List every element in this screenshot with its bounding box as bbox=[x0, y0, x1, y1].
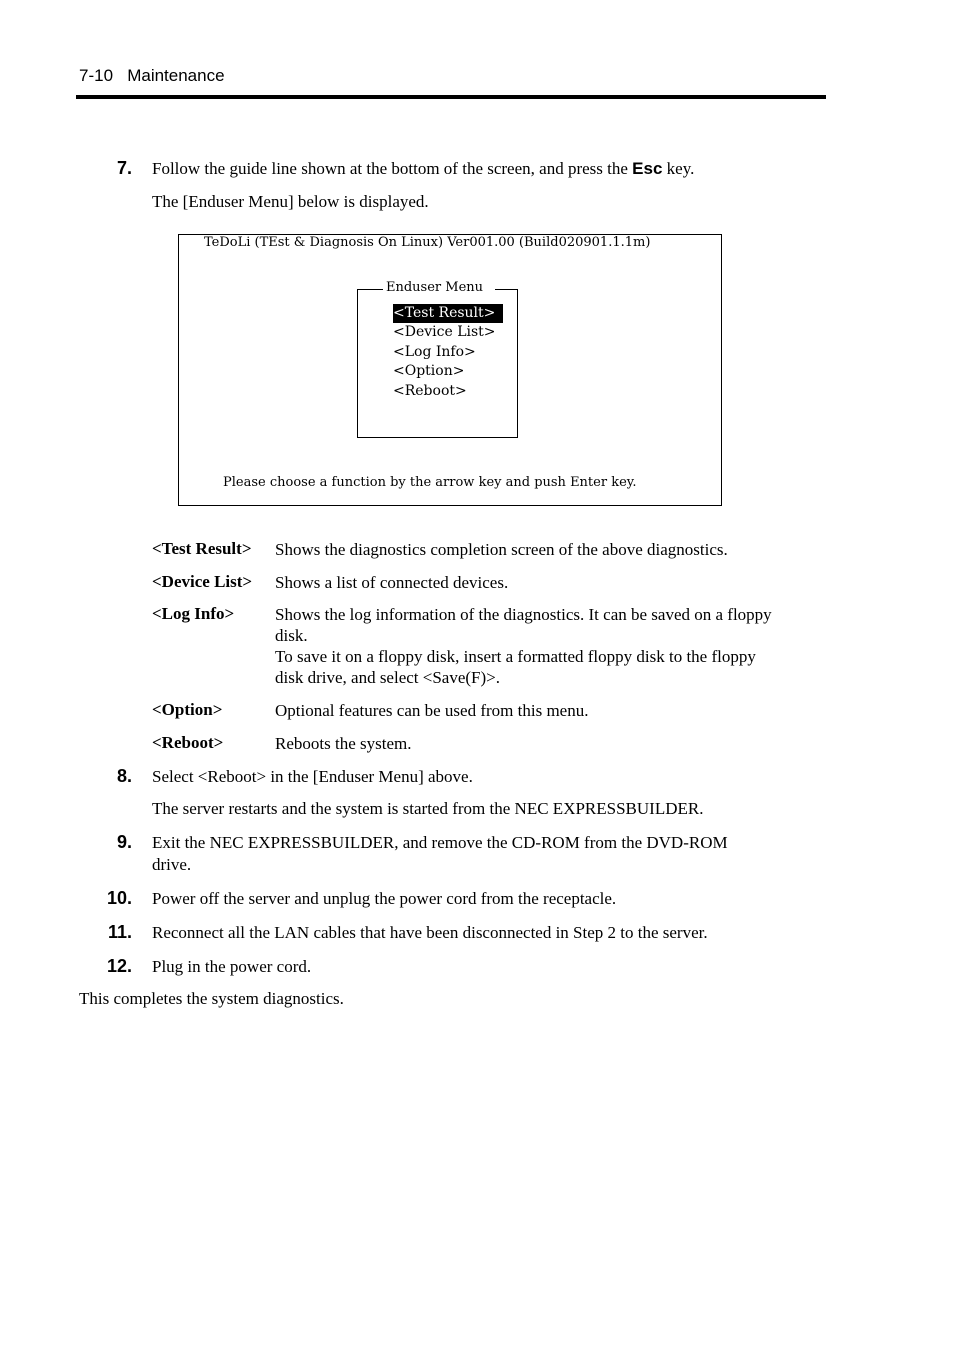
closing-text: This completes the system diagnostics. bbox=[79, 989, 344, 1008]
step-7-number: 7. bbox=[116, 158, 132, 178]
def-desc-log-info: Shows the log information of the diagnostics. It can be saved on a floppy disk. To save it on a floppy disk, insert a formatted floppy disk to the floppy disk drive, and select <Save(F)>. bbox=[275, 605, 772, 687]
def-desc-option: Optional features can be used from this menu. bbox=[275, 701, 589, 720]
def-desc-test-result: Shows the diagnostics completion screen of the above diagnostics. bbox=[275, 540, 728, 559]
screen-footer: Please choose a function by the arrow key and push Enter key. bbox=[223, 475, 637, 490]
step-9-number: 9. bbox=[116, 832, 132, 852]
step-12-text: Plug in the power cord. bbox=[152, 957, 312, 976]
step-10-text: Power off the server and unplug the power cord from the receptacle. bbox=[152, 889, 617, 908]
menu-box-top-left bbox=[357, 289, 383, 290]
def-desc-device-list: Shows a list of connected devices. bbox=[275, 573, 509, 592]
menu-item-option[interactable]: <Option> bbox=[393, 363, 465, 379]
page-header bbox=[79, 66, 225, 86]
def-term-log-info: <Log Info> bbox=[152, 604, 235, 623]
section-title: Maintenance bbox=[127, 66, 225, 85]
step-11-text: Reconnect all the LAN cables that have been disconnected in Step 2 to the server. bbox=[152, 923, 708, 942]
menu-title: Enduser Menu bbox=[386, 280, 484, 295]
screen-title: TeDoLi (TEst & Diagnosis On Linux) Ver001.00 (Build020901.1.1m) bbox=[204, 235, 651, 250]
step-10-number: 10. bbox=[106, 888, 132, 908]
step-8-line1: Select <Reboot> in the [Enduser Menu] above. bbox=[152, 767, 473, 786]
step-8-number: 8. bbox=[116, 766, 132, 786]
menu-item-log-info[interactable]: <Log Info> bbox=[393, 344, 476, 360]
def-term-device-list: <Device List> bbox=[152, 572, 253, 591]
enduser-menu-screen bbox=[178, 234, 722, 506]
def-term-option: <Option> bbox=[152, 700, 223, 719]
esc-key: Esc bbox=[632, 159, 663, 178]
menu-box-top-right bbox=[495, 289, 517, 290]
step-11-number: 11. bbox=[107, 922, 132, 942]
step-9-text: Exit the NEC EXPRESSBUILDER, and remove the CD-ROM from the DVD-ROM drive. bbox=[152, 833, 728, 874]
def-term-reboot: <Reboot> bbox=[152, 733, 224, 752]
step-8-line2: The server restarts and the system is started from the NEC EXPRESSBUILDER. bbox=[152, 799, 704, 818]
menu-item-device-list[interactable]: <Device List> bbox=[393, 324, 496, 340]
menu-item-test-result[interactable]: <Test Result> bbox=[393, 304, 503, 323]
def-desc-reboot: Reboots the system. bbox=[275, 734, 412, 753]
step-7-line2: The [Enduser Menu] below is displayed. bbox=[152, 192, 429, 211]
step-12-number: 12. bbox=[106, 956, 132, 976]
page-number: 7-10 bbox=[79, 66, 114, 85]
def-term-test-result: <Test Result> bbox=[152, 539, 252, 558]
header-rule bbox=[76, 95, 826, 99]
menu-item-reboot[interactable]: <Reboot> bbox=[393, 383, 467, 399]
step-7-line1: Follow the guide line shown at the bottom of the screen, and press the Esc key. bbox=[152, 159, 695, 178]
